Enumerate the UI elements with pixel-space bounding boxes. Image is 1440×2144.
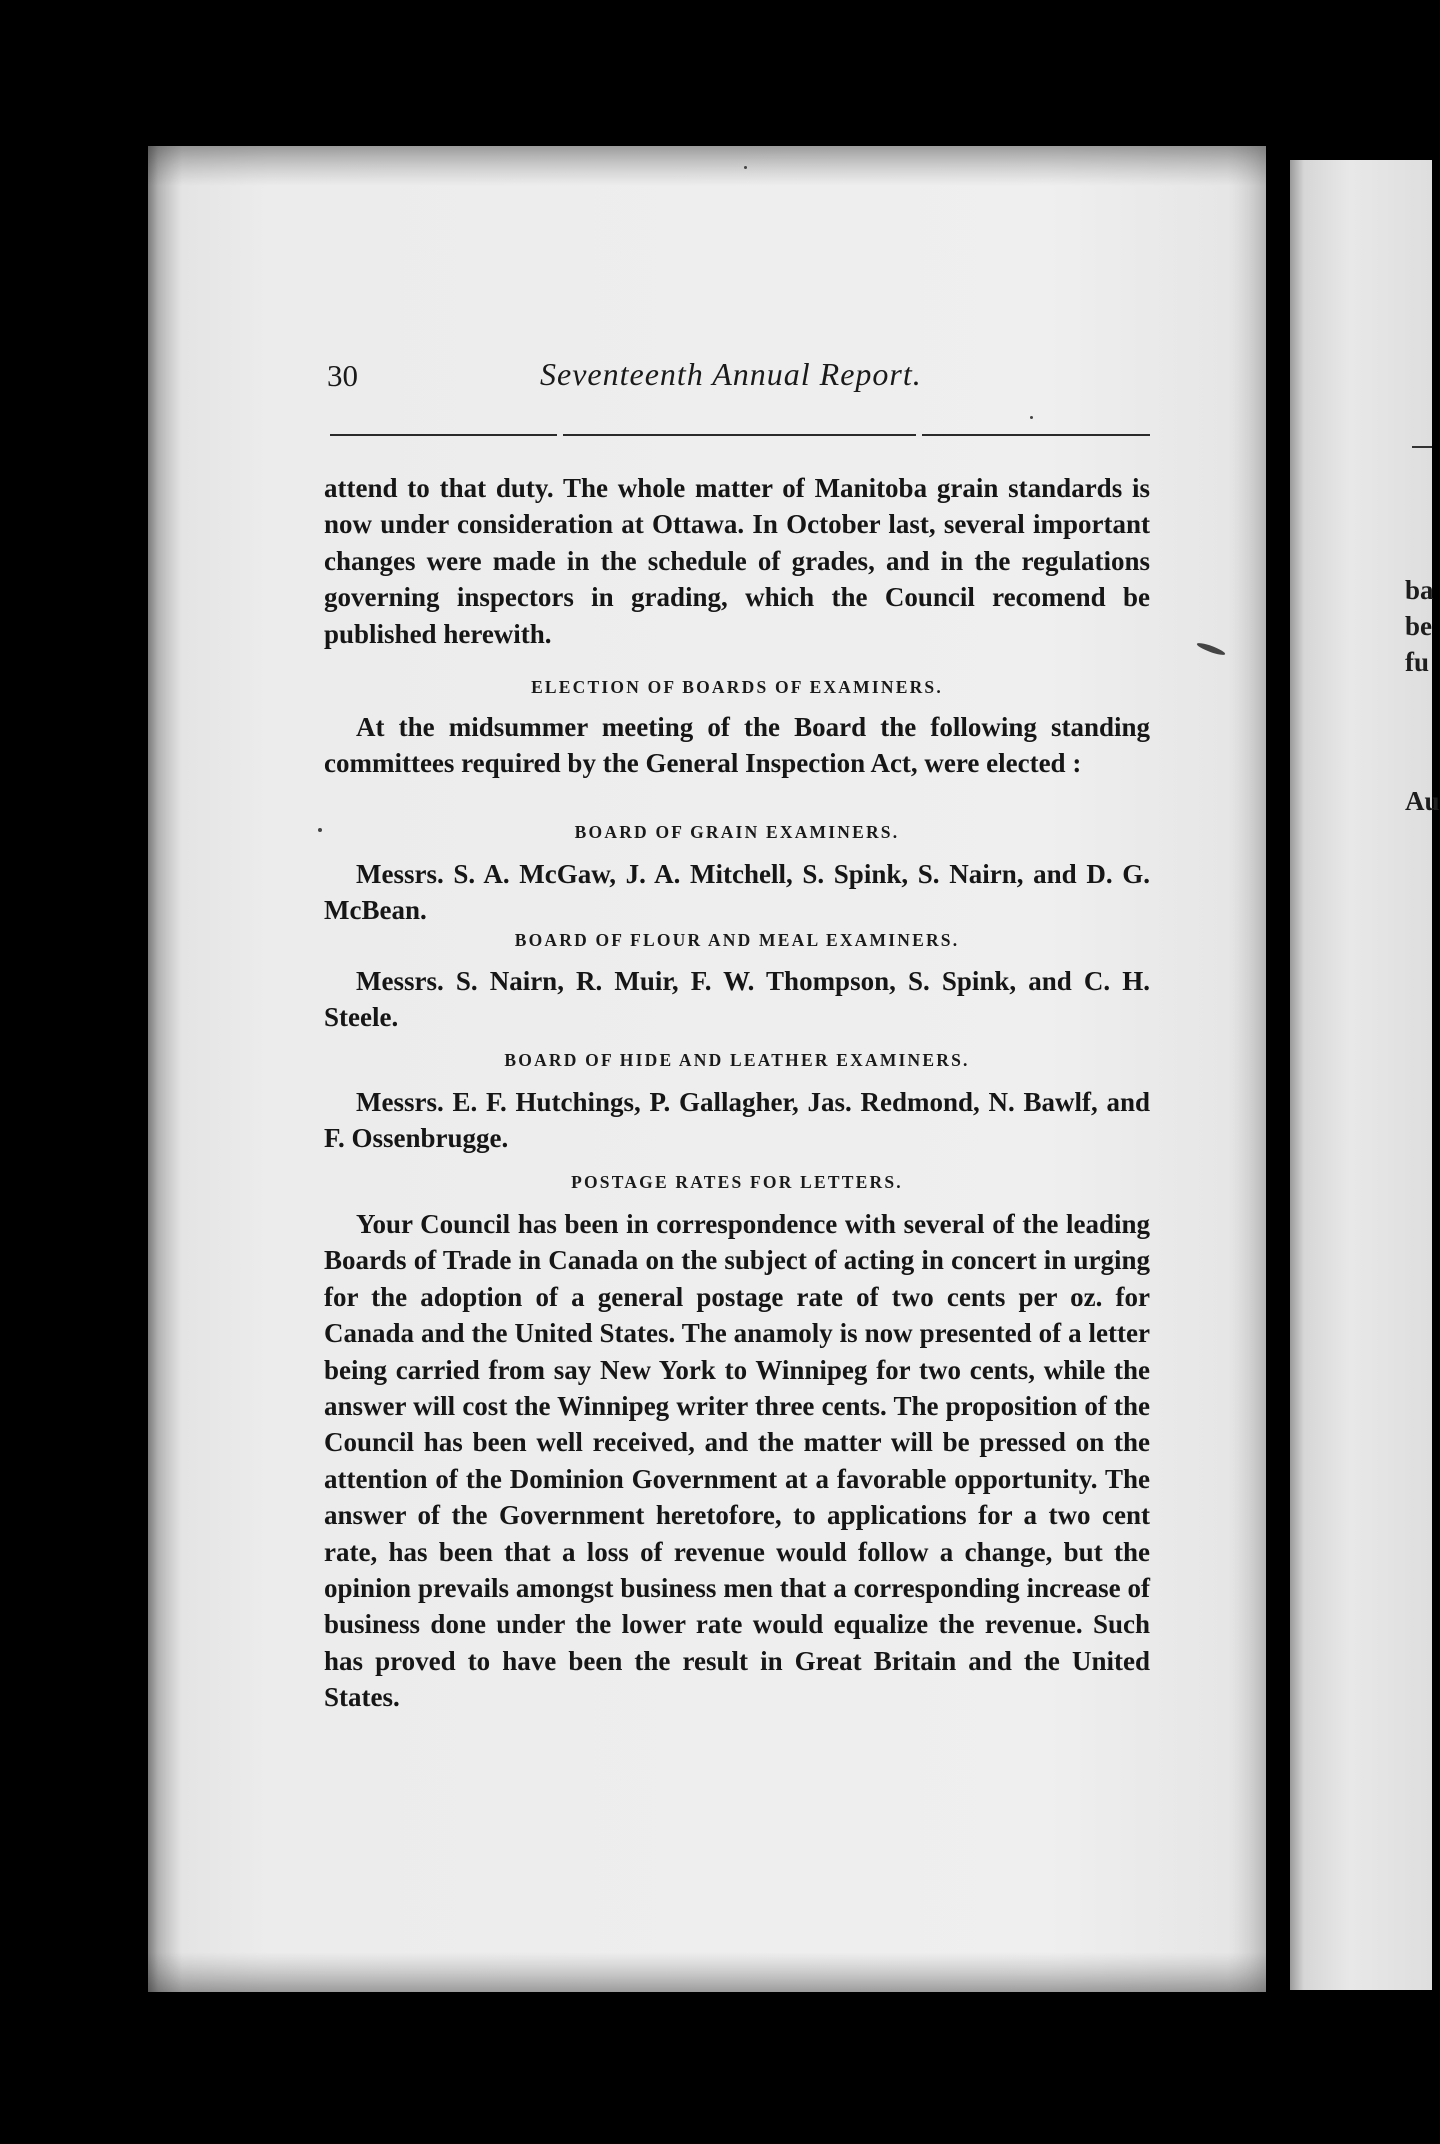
running-title: Seventeenth Annual Report. <box>540 356 922 392</box>
scan-mark <box>1030 416 1033 419</box>
heading-board-flour: BOARD OF FLOUR AND MEAL EXAMINERS. <box>514 930 960 950</box>
board-grain-members: Messrs. S. A. McGaw, J. A. Mitchell, S. Spink, S. Nairn, and D. G. McBean. <box>324 859 1150 926</box>
adjacent-page-fragment: fu <box>1405 647 1430 677</box>
heading-board-hide: BOARD OF HIDE AND LEATHER EXAMINERS. <box>504 1050 970 1070</box>
adjacent-page-edge <box>1290 160 1432 1990</box>
section-heading-postage: POSTAGE RATES FOR LETTERS. <box>571 1172 903 1192</box>
scan-mark <box>318 828 322 832</box>
header-rule <box>330 434 1150 436</box>
rule-break <box>557 431 563 439</box>
section-heading-election: ELECTION OF BOARDS OF EXAMINERS. <box>531 677 943 697</box>
adjacent-page-fragment: Au <box>1405 786 1440 816</box>
scan-mark <box>744 166 747 169</box>
heading-board-grain: BOARD OF GRAIN EXAMINERS. <box>574 822 900 842</box>
page-number: 30 <box>327 358 358 393</box>
election-paragraph: At the midsummer meeting of the Board the following standing committees required by the General Inspection Act, were elected : <box>324 712 1150 779</box>
adjacent-page-fragment: be <box>1405 611 1432 641</box>
rule-break <box>916 431 922 439</box>
continued-paragraph: attend to that duty. The whole matter of Manitoba grain standards is now under consideration at Ottawa. In October last, several important changes were made in the schedule of grades, and in the regulations governing inspectors in grading, which the Council recomend be published herewith. <box>324 473 1150 649</box>
postage-paragraph: Your Council has been in correspondence with several of the leading Boards of Trade in Canada on the subject of acting in concert in urging for the adoption of a general postage rate of two cents per oz. for Canada and the United States. The anamoly is now presented of a letter being carried from say New York to Winnipeg for two cents, while the answer will cost the Winnipeg writer three cents. The proposition of the Council has been well received, and the matter will be pressed on the attention of the Dominion Government at a favorable opportunity. The answer of the Government heretofore, to applications for a two cent rate, has been that a loss of revenue would follow a change, but the opinion prevails amongst business men that a corresponding increase of business done under the lower rate would equalize the revenue. Such has proved to have been the result in Great Britain and the United States. <box>324 1209 1150 1713</box>
adjacent-page-fragment: ba <box>1405 575 1434 605</box>
board-hide-members: Messrs. E. F. Hutchings, P. Gallagher, Jas. Redmond, N. Bawlf, and F. Ossenbrugge. <box>324 1087 1150 1154</box>
board-flour-members: Messrs. S. Nairn, R. Muir, F. W. Thompson, S. Spink, and C. H. Steele. <box>324 966 1150 1033</box>
adjacent-page-mark <box>1412 446 1432 448</box>
